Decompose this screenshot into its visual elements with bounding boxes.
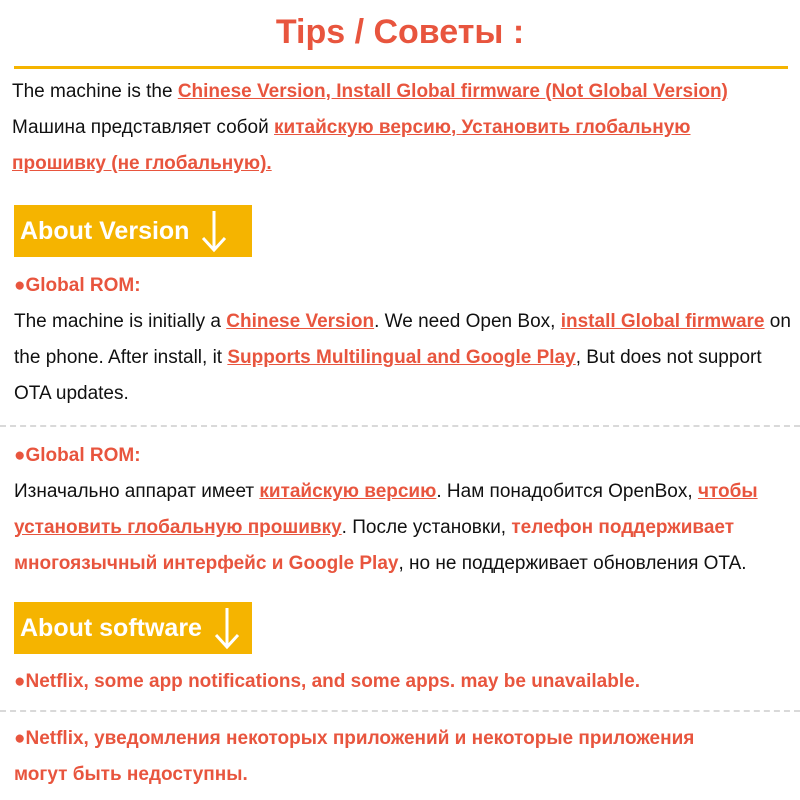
rom-ru-t4: , но не поддерживает обновления OTA. (398, 553, 747, 574)
rom-en-h2: install Global firmware (560, 311, 765, 332)
rom-ru-h3: телефон поддерживает многоязычный интерфейс и Google Play (14, 517, 735, 574)
page-title: Tips / Советы : (275, 13, 525, 51)
rom-ru-h1: китайскую версию (259, 481, 437, 502)
software-note-ru: ●Netflix, уведомления некоторых приложений и некоторые приложения могут быть недоступны. (14, 728, 695, 785)
intro-russian (12, 110, 752, 182)
intro-en-text: The machine is the (12, 81, 178, 102)
dashed-divider (0, 710, 800, 712)
rom-en-t4: , But does not support OTA updates. (14, 347, 762, 404)
rom-ru-t3: . После установки, (341, 517, 512, 538)
down-arrow-icon (212, 606, 242, 650)
rom-en-t3: on the phone. After install, it (14, 311, 791, 368)
rom-ru-t2: . Нам понадобится OpenBox, (436, 481, 698, 502)
rom-en-h3: Supports Multilingual and Google Play (227, 347, 576, 368)
intro-en-highlight: Chinese Version, Install Global firmware (Not Global Version) (177, 81, 728, 102)
global-rom-heading-ru: ●Global ROM: (14, 445, 141, 466)
dashed-divider (0, 425, 800, 427)
rom-ru-t1: Изначально аппарат имеет (14, 481, 260, 502)
about-software-banner (14, 602, 252, 654)
about-software-label: About software (20, 613, 202, 642)
intro-ru-text: Машина представляет собой (12, 117, 275, 138)
title-divider (14, 66, 788, 69)
global-rom-heading-en: ●Global ROM: (14, 275, 141, 296)
global-rom-body-en (14, 304, 796, 412)
software-note-en: ●Netflix, some app notifications, and some apps. may be unavailable. (14, 671, 640, 692)
rom-en-t2: . We need Open Box, (374, 311, 561, 332)
intro-english (12, 74, 794, 110)
global-rom-body-ru (14, 474, 784, 582)
down-arrow-icon (199, 209, 229, 253)
rom-en-t1: The machine is initially a (14, 311, 227, 332)
about-version-banner (14, 205, 252, 257)
intro-ru-highlight: китайскую версию, Установить глобальную прошивку (не глобальную). (12, 117, 691, 174)
rom-en-h1: Chinese Version (226, 311, 375, 332)
rom-ru-h2: чтобы установить глобальную прошивку (14, 481, 758, 538)
about-version-label: About Version (20, 216, 190, 245)
